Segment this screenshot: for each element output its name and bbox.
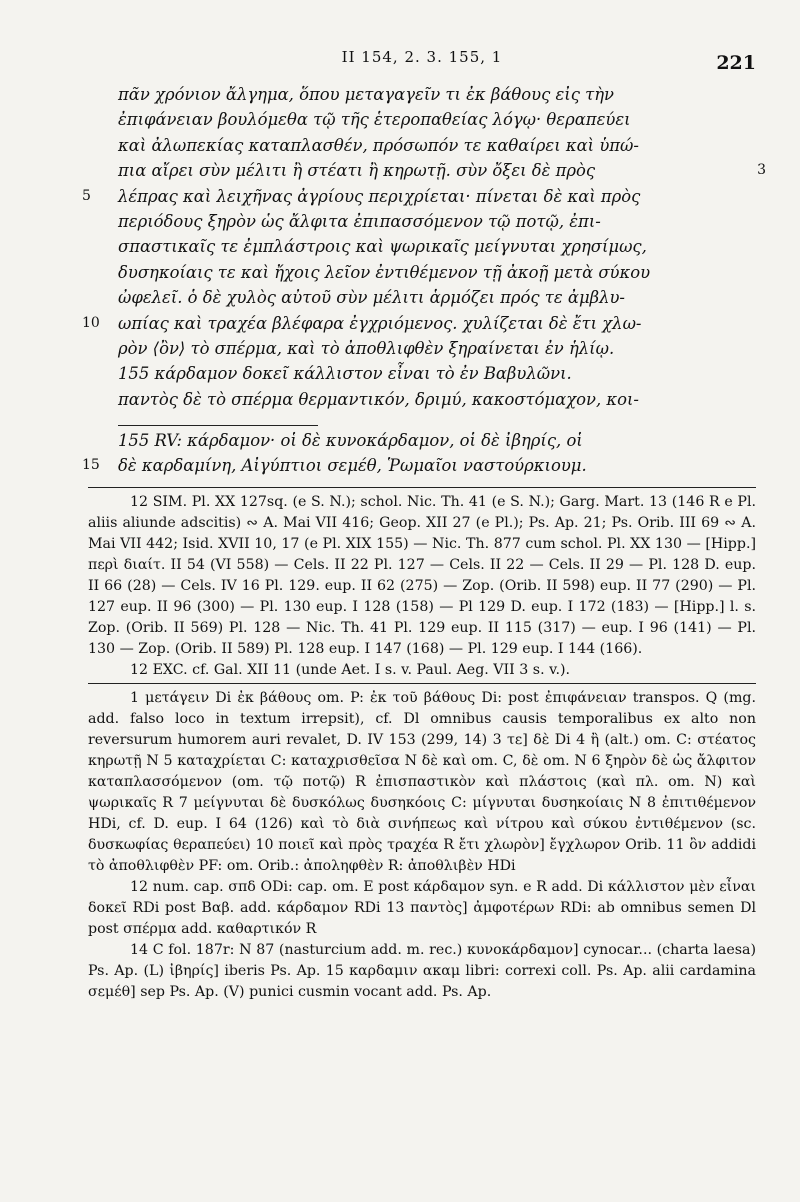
running-head [88,48,756,78]
section-reference: II 154, 2. 3. 155, 1 [341,48,503,66]
text-line: πᾶν χρόνιον ἄλγημα, ὅπου μεταγαγεῖν τι ἐκ βάθους εἰς τὴν [118,85,614,104]
main-text [82,82,766,412]
text-line: ἐπιφάνειαν βουλόμεθα τῷ τῆς ἑτεροπαθείας λόγῳ· θεραπεύει [118,110,631,130]
separator-rule [88,487,756,488]
text-line: ρὸν ⟨ὂν⟩ τὸ σπέρμα, καὶ τὸ ἀποθλιφθὲν ξηραίνεται ἐν ἡλίῳ. [118,338,615,358]
text-line: περιόδους ξηρὸν ὡς ἄλφιτα ἐπιπασσόμενον τῷ ποτῷ, ἐπι- [118,211,601,231]
text-line: 10 ωπίας καὶ τραχέα βλέφαρα ἐγχριόμενος. χυλίζεται δὲ ἔτι χλω- [82,313,642,333]
page-number: 221 [716,52,756,74]
separator-rule [118,425,318,426]
separator-rule [88,683,756,684]
rv-line: 15 δὲ καρδαμίνη, Αἰγύπτιοι σεμέθ, Ῥωμαῖοι ναστούρκιουμ. [82,456,587,476]
rv-synonyms [82,428,756,479]
text-line: ὠφελεῖ. ὁ δὲ χυλὸς αὐτοῦ σὺν μέλιτι ἁρμόζει πρός τε ἀμβλυ- [118,288,625,308]
text-line: σπαστικαῖς τε ἐμπλάστροις καὶ ψωρικαῖς μείγνυται χρησίμως, [118,237,647,257]
testimonia-paragraph: 12 EXC. cf. Gal. XII 11 (unde Aet. I s. v. Paul. Aeg. VII 3 s. v.). [130,662,570,678]
text-line: δυσηκοίαις τε καὶ ἤχοις λεῖον ἐντιθέμενον τῇ ἀκοῇ μετὰ σύκου [118,262,651,282]
critical-apparatus-paragraph: 12 num. cap. σπδ ODi: cap. om. E post κάρδαμον syn. e R add. Di κάλλιστον μὲν εἶναι δοκεῖ RDi post Βαβ. add. κάρδαμον RDi 13 παντὸς] ἀμφοτέρων RDi: ab omnibus semen Dl post σπέρμα add. καθαρτικόν R [88,879,756,937]
critical-apparatus-paragraph: 1 μετάγειν Di ἐκ βάθους om. P: ἐκ τοῦ βάθους Di: post ἐπιφάνειαν transpos. Q (mg. add. falso loco in textum irrepsit), cf. Dl omnibus causis temporalibus ex alto non reversurum humorem auri revalet, D. IV 153 (299, 14) 3 τε] δὲ Di 4 ἢ (alt.) om. C: στέατος κηρωτῇ N 5 καταχρίεται C: καταχρισθεῖσα N δὲ καὶ om. C, δὲ om. N 6 ξηρὸν δὲ ὡς ἄλφιτον καταπλασσόμενον (om. τῷ ποτῷ) R ἐπισπαστικὸν καὶ πλάστοις (καὶ πλ. om. N) καὶ ψωρικαῖς R 7 μείγνυται δὲ δυσκόλως δυσηκόοις C: μίγνυται δυσηκοίαις N 8 ἐπιτιθέμενον HDi, cf. D. eup. I 64 (126) καὶ τὸ διὰ σινήπεως καὶ νίτρου καὶ σύκου ἐντιθέμενον (sc. δυσκωφίας θεραπεύει) 10 ποιεῖ καὶ πρὸς τραχέα R ἔτι χλωρὸν] ἔγχλωρον Orib. 11 ὂν addidi τὸ ἀποθλιφθὲν PF: om. Orib.: ἀποληφθὲν R: ἀποθλιβὲν HDi [88,690,756,874]
text-line: καὶ ἀλωπεκίας καταπλασθέν, πρόσωπόν τε καθαίρει καὶ ὑπώ- [118,135,639,155]
testimonia-apparatus [88,485,756,1003]
testimonia-paragraph: 12 SIM. Pl. XX 127sq. (e S. N.); schol. Nic. Th. 41 (e S. N.); Garg. Mart. 13 (146 R e Pl. aliis aliunde adscitis) ∾ A. Mai VII 416; Geop. XII 27 (e Pl.); Ps. Ap. 21; Ps. Orib. III 69 ∾ A. Mai VII 442; Isid. XVII 10, 17 (e Pl. XIX 155) — Nic. Th. 877 cum schol. Pl. XX 130 — [Hipp.] περὶ διαίτ. II 54 (VI 558) — Cels. II 22 Pl. 127 — Cels. II 22 — Cels. II 29 — Pl. 128 D. eup. II 66 (28) — Cels. IV 16 Pl. 129. eup. II 62 (275) — Zop. (Orib. II 598) eup. II 77 (290) — Pl. 127 eup. II 96 (300) — Pl. 130 eup. I 128 (158) — Pl 129 D. eup. I 172 (183) — [Hipp.] l. s. Zop. (Orib. II 569) Pl. 128 — Nic. Th. 41 Pl. 129 eup. II 115 (317) — eup. I 96 (141) — Pl. 130 — Zop. (Orib. II 589) Pl. 128 eup. I 147 (168) — Pl. 129 eup. I 144 (166). [88,494,756,657]
critical-apparatus-paragraph: 14 C fol. 187r: N 87 (nasturcium add. m. rec.) κυνοκάρδαμον] cynocar... (charta laesa) Ps. Ap. (L) ἰβηρίς] iberis Ps. Ap. 15 καρδαμιν ακαμ libri: correxi coll. Ps. Ap. alii cardamina σεμέθ] sep Ps. Ap. (V) punici cusmin vocant add. Ps. Ap. [88,942,756,1000]
text-line: πια αἴρει σὺν μέλιτι ἢ στέατι ἢ κηρωτῇ. σὺν ὄξει δὲ πρὸς 3 [118,161,766,181]
chapter-heading-line: 155 κάρδαμον δοκεῖ κάλλιστον εἶναι τὸ ἐν Βαβυλῶνι. [118,364,572,384]
text-line: παντὸς δὲ τὸ σπέρμα θερμαντικόν, δριμύ, κακοστόμαχον, κοι- [118,389,639,409]
rv-line: 155 RV: κάρδαμον· οἱ δὲ κυνοκάρδαμον, οἱ δὲ ἰβηρίς, οἱ [118,431,583,450]
text-line: 5 λέπρας καὶ λειχῆνας ἀγρίους περιχρίεται· πίνεται δὲ καὶ πρὸς [82,186,641,206]
